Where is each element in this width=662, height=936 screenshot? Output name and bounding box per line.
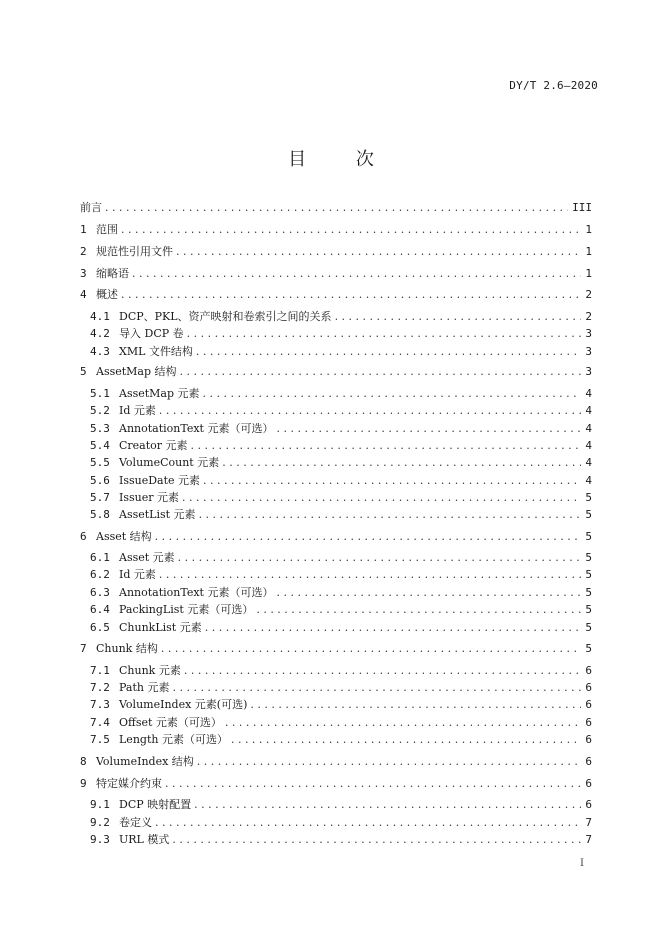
toc-entry-title: IssueDate 元素 [119,474,201,487]
toc-entry[interactable] [80,243,592,260]
toc-entry[interactable] [90,308,592,325]
toc-entry[interactable] [80,528,592,545]
dot-leader [199,506,582,523]
toc-entry[interactable] [90,402,592,419]
toc-entry-title: Id 元素 [119,404,156,417]
toc-entry-title: AssetMap 结构 [96,365,177,378]
dot-leader [197,753,582,770]
toc-entry[interactable] [90,731,592,748]
toc-entry-number: 7.3 [90,698,110,711]
toc-entry-number: 5.8 [90,508,110,521]
toc-entry[interactable] [80,640,592,657]
toc-entry-number: 7.2 [90,681,110,694]
toc-entry-page: 6 [585,798,592,811]
toc-entry[interactable] [90,679,592,696]
toc-entry-title: 前言 [80,201,102,214]
toc-entry-number: 9.2 [90,816,110,829]
toc-entry-page: 6 [585,681,592,694]
toc-entry[interactable] [90,662,592,679]
toc-entry-page: 4 [585,404,592,417]
toc-entry[interactable] [80,753,592,770]
toc-entry[interactable] [90,454,592,471]
toc-entry-page: 5 [585,642,592,655]
toc-entry-title: XML 文件结构 [119,345,193,358]
toc-entry-page: 1 [585,223,592,236]
dot-leader [172,831,581,848]
dot-leader [203,472,581,489]
toc-entry-title: VolumeCount 元素 [119,456,220,469]
toc-entry-number: 6.5 [90,621,110,634]
toc-entry-title: VolumeIndex 元素(可选) [119,698,248,711]
toc-entry-title: Chunk 结构 [96,642,158,655]
dot-leader [121,286,581,303]
dot-leader [276,584,581,601]
dot-leader [205,619,582,636]
dot-leader [203,385,582,402]
toc-entry-number: 1 [80,223,87,236]
toc-entry-title: Id 元素 [119,568,156,581]
toc-entry-number: 4.3 [90,345,110,358]
dot-leader [155,814,581,831]
toc-entry-number: 7.4 [90,716,110,729]
toc-entry[interactable] [90,584,592,601]
toc-entry[interactable] [90,343,592,360]
toc-entry[interactable] [90,601,592,618]
toc-entry-number: 6.2 [90,568,110,581]
dot-leader [132,265,581,282]
toc-entry-page: 3 [585,327,592,340]
toc-entry[interactable] [90,696,592,713]
toc-entry-number: 9.3 [90,833,110,846]
toc-entry-page: 6 [585,664,592,677]
toc-entry-number: 8 [80,755,87,768]
toc-entry-title: DCP 映射配置 [119,798,192,811]
page-title: 目 次 [288,149,396,170]
toc-entry-title: VolumeIndex 结构 [96,755,194,768]
toc-entry-title: 范围 [96,223,118,236]
dot-leader [105,199,568,216]
dot-leader [194,796,581,813]
toc-entry-page: 6 [585,777,592,790]
dot-leader [178,549,582,566]
toc-entry-title: Issuer 元素 [119,491,179,504]
toc-entry-title: Chunk 元素 [119,664,181,677]
dot-leader [165,775,581,792]
toc-entry-number: 6.1 [90,551,110,564]
toc-entry-page: 1 [585,267,592,280]
page-number: I [580,858,584,869]
toc-entry[interactable] [80,286,592,303]
toc-entry-number: 4.1 [90,310,110,323]
dot-leader [256,601,581,618]
toc-entry-number: 5.4 [90,439,110,452]
toc-entry[interactable] [80,265,592,282]
toc-entry-page: 3 [585,365,592,378]
toc-entry-page: 6 [585,733,592,746]
dot-leader [196,343,581,360]
toc-entry-title: AnnotationText 元素（可选） [119,586,274,599]
toc-entry-number: 6.4 [90,603,110,616]
dot-leader [172,679,581,696]
toc-entry[interactable] [80,199,592,216]
dot-leader [222,454,581,471]
toc-entry-page: 4 [585,456,592,469]
toc-entry[interactable] [90,566,592,583]
toc-entry-number: 4 [80,288,87,301]
toc-entry[interactable] [90,549,592,566]
toc-entry-title: Asset 元素 [119,551,175,564]
toc-entry-page: 7 [585,816,592,829]
toc-entry[interactable] [90,489,592,506]
toc-entry-number: 2 [80,245,87,258]
dot-leader [335,308,582,325]
toc-entry-page: 5 [585,603,592,616]
toc-entry-page: 3 [585,345,592,358]
toc-entry-number: 7.5 [90,733,110,746]
toc-entry[interactable] [90,420,592,437]
dot-leader [184,662,582,679]
toc-entry-title: 规范性引用文件 [96,245,173,258]
toc-entry-title: 概述 [96,288,118,301]
toc-entry-page: 4 [585,387,592,400]
toc-entry-title: 缩略语 [96,267,129,280]
toc-entry-number: 5.6 [90,474,110,487]
toc-entry-number: 4.2 [90,327,110,340]
toc-entry-page: 5 [585,568,592,581]
toc-entry-title: DCP、PKL、资产映射和卷索引之间的关系 [119,310,332,323]
toc-entry-number: 5.3 [90,422,110,435]
toc-entry-number: 5.7 [90,491,110,504]
toc-entry-number: 5.5 [90,456,110,469]
toc-entry-number: 7 [80,642,87,655]
toc-entry-page: 6 [585,755,592,768]
toc-entry-title: 卷定义 [119,816,152,829]
toc-entry-title: Length 元素（可选） [119,733,228,746]
toc-entry[interactable] [90,796,592,813]
toc-entry-number: 6.3 [90,586,110,599]
toc-entry-number: 6 [80,530,87,543]
toc-entry-title: AssetMap 元素 [119,387,200,400]
dot-leader [191,437,582,454]
toc-entry-title: Path 元素 [119,681,170,694]
toc-entry-page: 4 [585,439,592,452]
toc-entry-title: 特定媒介约束 [96,777,162,790]
toc-entry-number: 3 [80,267,87,280]
toc-entry[interactable] [80,363,592,380]
toc-entry-page: 5 [585,586,592,599]
toc-entry-title: AnnotationText 元素（可选） [119,422,274,435]
toc-entry-page: III [572,201,592,214]
toc-entry[interactable] [90,714,592,731]
toc-entry-title: Asset 结构 [96,530,152,543]
standard-code: DY/T 2.6—2020 [509,79,598,92]
toc-entry-number: 9.1 [90,798,110,811]
toc-entry-page: 5 [585,551,592,564]
toc-entry-page: 1 [585,245,592,258]
toc-entry-page: 5 [585,491,592,504]
toc-entry[interactable] [80,221,592,238]
toc-entry-title: Creator 元素 [119,439,188,452]
toc-entry-page: 6 [585,716,592,729]
dot-leader [250,696,581,713]
toc-entry[interactable] [90,619,592,636]
toc-entry[interactable] [80,775,592,792]
toc-entry-page: 2 [585,310,592,323]
dot-leader [176,243,581,260]
toc-entry-page: 2 [585,288,592,301]
toc-entry[interactable] [90,814,592,831]
dot-leader [276,420,581,437]
toc-entry-page: 5 [585,530,592,543]
toc-entry[interactable] [90,325,592,342]
dot-leader [159,402,581,419]
toc-entry-page: 6 [585,698,592,711]
toc-entry-number: 5.1 [90,387,110,400]
toc-entry-page: 4 [585,422,592,435]
toc-entry-number: 7.1 [90,664,110,677]
dot-leader [161,640,582,657]
dot-leader [155,528,582,545]
toc-entry-title: 导入 DCP 卷 [119,327,184,340]
toc-entry-number: 5 [80,365,87,378]
toc-entry[interactable] [90,385,592,402]
toc-entry[interactable] [90,472,592,489]
dot-leader [121,221,581,238]
toc-entry-title: AssetList 元素 [119,508,196,521]
dot-leader [187,325,582,342]
toc-entry-page: 4 [585,474,592,487]
toc-entry-title: PackingList 元素（可选） [119,603,254,616]
dot-leader [182,489,581,506]
dot-leader [231,731,581,748]
toc-entry-title: Offset 元素（可选） [119,716,222,729]
toc-entry-number: 9 [80,777,87,790]
toc-entry[interactable] [90,831,592,848]
toc-entry-title: URL 模式 [119,833,170,846]
toc-entry[interactable] [90,437,592,454]
toc-entry-page: 7 [585,833,592,846]
toc-entry-page: 5 [585,621,592,634]
dot-leader [225,714,581,731]
toc-entry-title: ChunkList 元素 [119,621,202,634]
toc-entry-page: 5 [585,508,592,521]
toc-entry[interactable] [90,506,592,523]
toc-entry-number: 5.2 [90,404,110,417]
dot-leader [180,363,582,380]
dot-leader [159,566,581,583]
